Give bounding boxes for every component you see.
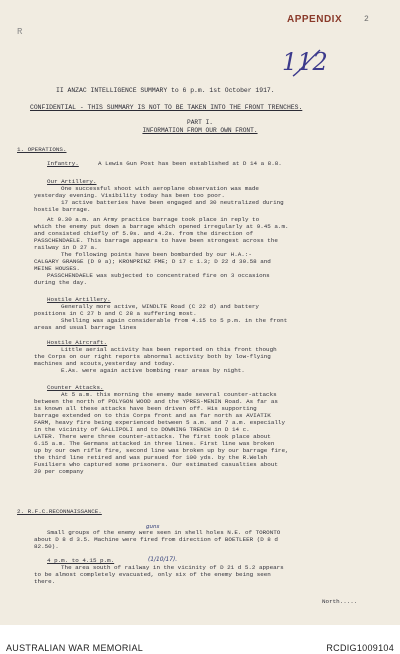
hostile-artillery-line: areas and usual barrage lines	[34, 324, 137, 331]
artillery-line: which the enemy put down a barrage which opened irregularly at 9.45 a.m.	[34, 223, 289, 230]
hostile-artillery-line: Generally more active, WINDLTE Road (C 22 d) and battery	[61, 303, 259, 310]
hostile-aircraft-line: E.As. were again active bombing rear areas by night.	[61, 367, 245, 374]
counter-attacks-line: At 5 a.m. this morning the enemy made several counter-attacks	[61, 391, 277, 398]
artillery-line: At 9.30 a.m. an Army practice barrage took place in reply to	[47, 216, 260, 223]
summary-title: II ANZAC INTELLIGENCE SUMMARY to 6 p.m. 1st October 1917.	[56, 87, 275, 94]
part-title: PART I.	[187, 119, 213, 126]
hostile-artillery-line: Shelling was again considerable from 4.15 to 5 p.m. in the front	[61, 317, 288, 324]
artillery-line: MEINE HOUSES.	[34, 265, 80, 272]
rfc-line: about D 8 d 3.5. Machine were fired from direction of BOETLEER (D 8 d	[34, 536, 278, 543]
hostile-artillery-heading: Hostile Artillery.	[47, 296, 111, 303]
counter-attacks-line: 6.15 a.m. The Germans attacked in three lines. First line was broken	[34, 440, 275, 447]
counter-attacks-line: barrage extended on to this Corps front and as far north as AVIATIK	[34, 412, 271, 419]
confidential-notice: CONFIDENTIAL - THIS SUMMARY IS NOT TO BE TAKEN INTO THE FRONT TRENCHES.	[30, 104, 303, 111]
continued-marker: North.....	[322, 598, 358, 605]
counter-attacks-line: is known all these attacks have been driven off. His supporting	[34, 405, 257, 412]
hostile-aircraft-heading: Hostile Aircraft.	[47, 339, 108, 346]
artillery-line: and consisted chiefly of 5.9s. and 4.2s. from the direction of	[34, 230, 254, 237]
part-subtitle: INFORMATION FROM OUR OWN FRONT.	[142, 127, 258, 134]
rfc-time-line: 4 p.m. to 4.15 p.m.	[47, 557, 115, 564]
counter-attacks-line: up by our own rifle fire, second line was broken up by our barrage fire,	[34, 447, 289, 454]
artillery-line: railway in D 27 a.	[34, 244, 98, 251]
handwritten-insert: guns	[146, 524, 160, 530]
handwritten-number-text: 112	[282, 48, 328, 76]
archive-id: RCDIG1009104	[326, 643, 394, 653]
counter-attacks-line: between the north of POLYGON WOOD and the YPRES-MENIN Road. As far as	[34, 398, 278, 405]
counter-attacks-line: LATER. There were three counter-attacks. The first took place about	[34, 433, 271, 440]
appendix-stamp: APPENDIX	[287, 14, 343, 25]
archive-name: AUSTRALIAN WAR MEMORIAL	[6, 643, 144, 653]
rfc-date-note: (1/10/17).	[148, 557, 178, 563]
section-operations-heading: 1. OPERATIONS.	[17, 146, 67, 153]
artillery-line: hostile barrage.	[34, 206, 91, 213]
section-rfc-heading: 2. R.F.C.RECONNAISSANCE.	[17, 508, 102, 515]
counter-attacks-line: 20 per company	[34, 468, 84, 475]
our-artillery-heading: Our Artillery.	[47, 178, 97, 185]
rfc-time-text: to be almost completely evacuated, only six of the enemy being seen	[34, 571, 271, 578]
artillery-line: CALGARY GRANGE (D 9 a); KRONPRINZ FME; D 17 c 1.3; D 22 d 30.58 and	[34, 258, 271, 265]
counter-attacks-line: the third line retired and was pursued for 100 yds. by the R.Welsh	[34, 454, 268, 461]
page-number: 2	[364, 15, 369, 24]
infantry-text: A Lewis Gun Post has been established at D 14 a 8.8.	[98, 160, 282, 167]
rfc-time-text: there.	[34, 578, 56, 585]
artillery-line: during the day.	[34, 279, 88, 286]
handwritten-number	[279, 40, 328, 82]
counter-attacks-line: in the vicinity of GALLIPOLI and to DOWNING TRENCH in D 14 c.	[34, 426, 250, 433]
rfc-time-text: The area south of railway in the vicinity of D 21 d 5.2 appears	[61, 564, 284, 571]
artillery-line: PASSCHENDAELE. This barrage appears to have been strongest across the	[34, 237, 278, 244]
rfc-line: 82.50).	[34, 543, 59, 550]
artillery-line: PASSCHENDAELE was subjected to concentrated fire on 3 occasions	[47, 272, 270, 279]
artillery-line: The following points have been bombarded by our H.A.:-	[61, 251, 252, 258]
artillery-line: One successful shoot with aeroplane observation was made	[61, 185, 259, 192]
artillery-line: yesterday evening. Visibility today has been too poor.	[34, 192, 225, 199]
corner-mark: R	[17, 27, 23, 37]
counter-attacks-heading: Counter Attacks.	[47, 384, 104, 391]
artillery-line: 17 active batteries have been engaged and 30 neutralized during	[61, 199, 284, 206]
hostile-artillery-line: positions in C 27 b and C 28 a suffering most.	[34, 310, 197, 317]
infantry-label: Infantry.	[47, 160, 79, 167]
hostile-aircraft-line: Little aerial activity has been reported on this front though	[61, 346, 277, 353]
counter-attacks-line: FARM, heavy fire being experienced between 5 a.m. and 7 a.m. especially	[34, 419, 285, 426]
rfc-line: Small groups of the enemy were seen in shell holes N.E. of TORONTO	[47, 529, 281, 536]
counter-attacks-line: Fusiliers who captured some prisoners. Our estimated casualties about	[34, 461, 278, 468]
hostile-aircraft-line: the Corps on our right reports abnormal activity both by low-flying	[34, 353, 271, 360]
hostile-aircraft-line: machines and scouts,yesterday and today.	[34, 360, 176, 367]
